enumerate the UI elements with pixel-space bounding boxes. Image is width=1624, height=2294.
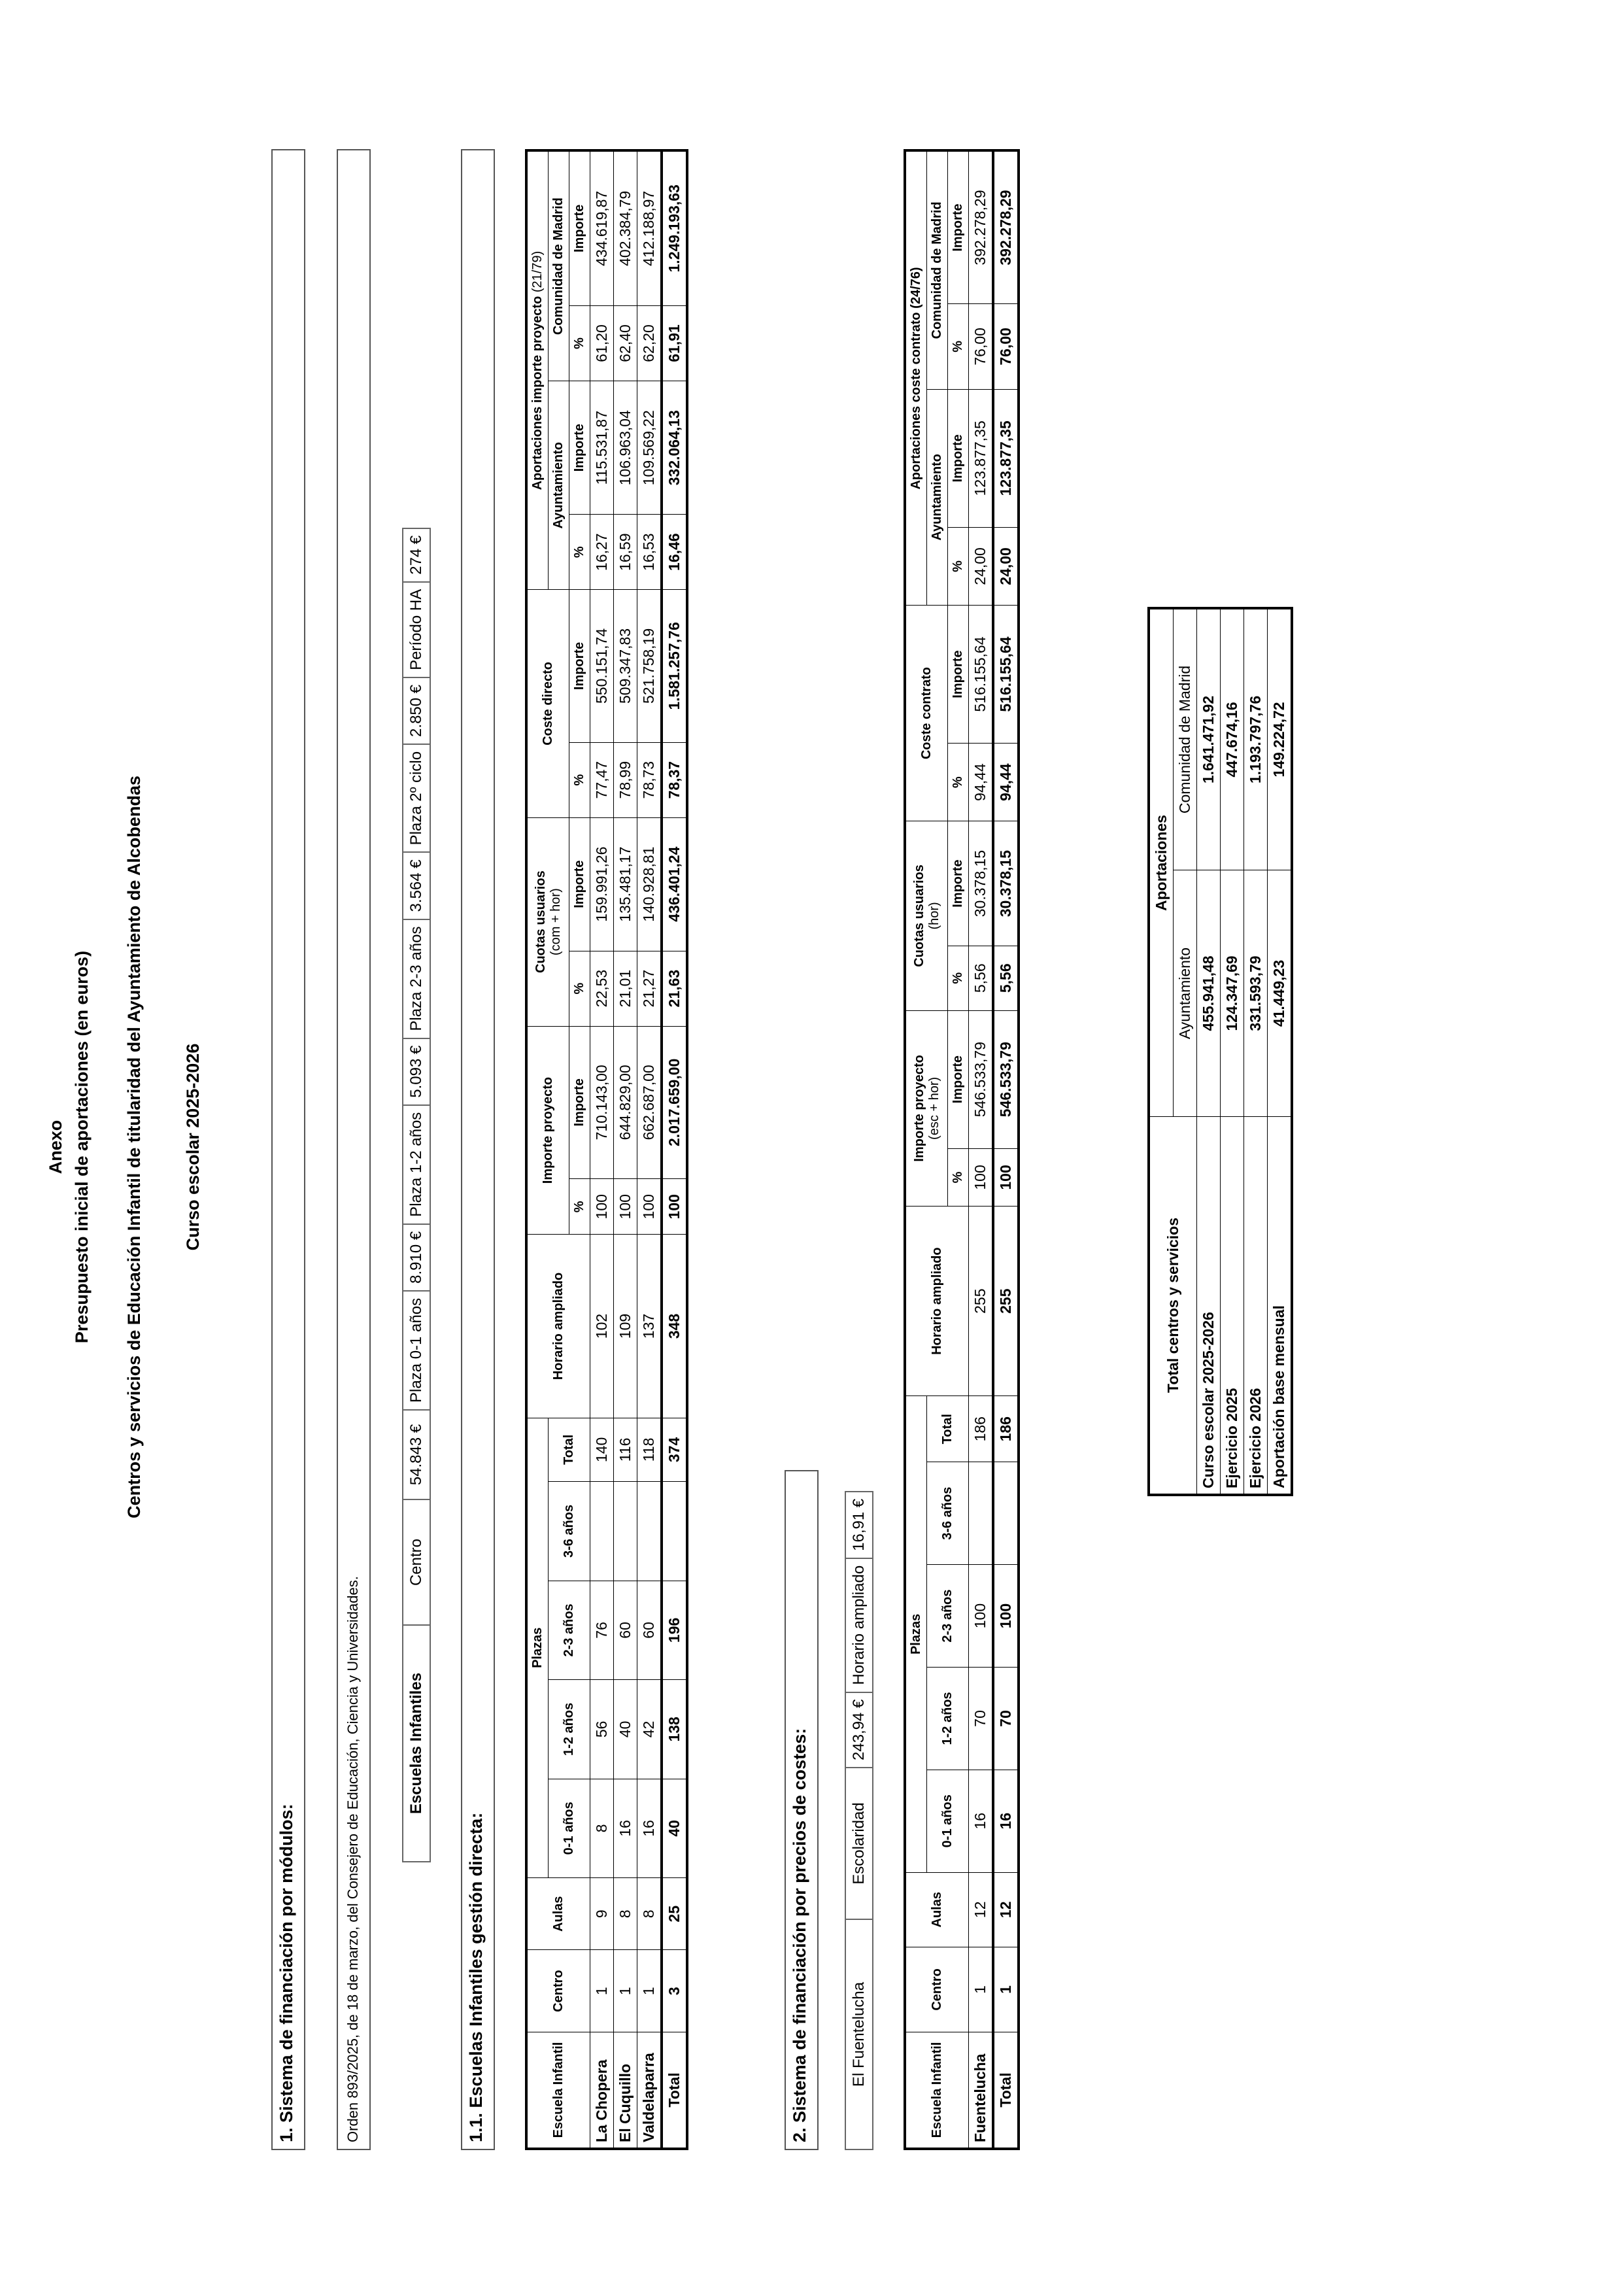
cell: 78,99: [614, 742, 637, 817]
summary-value: 41.449,23: [1268, 870, 1293, 1117]
module-value: 8.910 €: [403, 1224, 430, 1291]
cell: 546.533,79: [993, 1010, 1019, 1148]
col-cuotas: Cuotas usuarios (hor): [905, 821, 948, 1010]
col-importe: Importe: [569, 150, 590, 305]
cell: 24,00: [993, 527, 1019, 605]
cell: 40: [662, 1779, 687, 1877]
cell: 16: [969, 1770, 994, 1872]
col-horario: Horario ampliado: [526, 1235, 590, 1418]
summary-value: 1.641.471,92: [1197, 608, 1221, 870]
row-name: Total: [662, 2032, 687, 2149]
col-pct: %: [948, 303, 969, 389]
summary-cm: Comunidad de Madrid: [1174, 608, 1197, 870]
col-aulas: Aulas: [905, 1872, 969, 1947]
cell: 94,44: [993, 744, 1019, 821]
col-ayto: Ayuntamiento: [927, 389, 948, 605]
cell: 100: [590, 1179, 614, 1235]
total-row: [993, 150, 1019, 2149]
col-importe: Importe: [569, 381, 590, 515]
cell: 76: [590, 1581, 614, 1679]
cell: 516.155,64: [993, 605, 1019, 743]
cell: 16: [614, 1779, 637, 1877]
module-label: Horario ampliado: [845, 1558, 873, 1692]
col-p12: 1-2 años: [927, 1667, 969, 1770]
cell: 9: [590, 1878, 614, 1950]
summary-rows: [1197, 608, 1293, 1495]
table-row: [637, 150, 662, 2149]
cell: 8: [614, 1878, 637, 1950]
cell: 62,40: [614, 305, 637, 381]
cell: 644.829,00: [614, 1026, 637, 1178]
cell: 1: [993, 1947, 1019, 2032]
direct-rows: [590, 150, 662, 2149]
col-ayto: Ayuntamiento: [549, 381, 569, 590]
cell: 78,37: [662, 742, 687, 817]
col-cuotas: Cuotas usuarios (com + hor): [526, 817, 569, 1026]
col-pct: %: [569, 951, 590, 1026]
cell: 550.151,74: [590, 590, 614, 742]
cell: 12: [969, 1872, 994, 1947]
cell: 123.877,35: [993, 389, 1019, 527]
cell: 100: [993, 1565, 1019, 1668]
summary-value: 331.593,79: [1244, 870, 1268, 1117]
cell: 374: [662, 1418, 687, 1482]
cell: 402.384,79: [614, 150, 637, 305]
cell: [969, 1462, 994, 1565]
row-name: La Chopera: [590, 2032, 614, 2149]
cell: 40: [614, 1680, 637, 1779]
cell: 94,44: [969, 744, 994, 821]
cell: 138: [662, 1680, 687, 1779]
module-label: Plaza 1-2 años: [403, 1105, 430, 1224]
summary-title: Total centros y servicios: [1149, 1117, 1197, 1496]
col-p23: 2-3 años: [549, 1581, 590, 1679]
cell: 24,00: [969, 527, 994, 605]
summary-value: 1.193.797,76: [1244, 608, 1268, 870]
row-name: El Cuquillo: [614, 2032, 637, 2149]
col-aportaciones: Aportaciones coste contrato (24/76): [905, 150, 927, 605]
summary-label: Aportación base mensual: [1268, 1117, 1293, 1496]
summary-aportaciones: Aportaciones: [1149, 608, 1174, 1117]
summary-row: [1221, 608, 1244, 1495]
cell: [637, 1482, 662, 1581]
cell: 77,47: [590, 742, 614, 817]
col-pct: %: [569, 305, 590, 381]
cell: 1: [637, 1950, 662, 2032]
cell: 255: [969, 1207, 994, 1396]
cell: 118: [637, 1418, 662, 1482]
cell: 60: [614, 1581, 637, 1679]
cell: [614, 1482, 637, 1581]
summary-value: 149.224,72: [1268, 608, 1293, 870]
summary-label: Ejercicio 2026: [1244, 1117, 1268, 1496]
summary-table: [1147, 607, 1293, 1496]
cell: 25: [662, 1878, 687, 1950]
col-p36: 3-6 años: [927, 1462, 969, 1565]
cell: 60: [637, 1581, 662, 1679]
module-label: Período HA: [403, 582, 430, 677]
col-p12: 1-2 años: [549, 1680, 590, 1779]
cell: 16,53: [637, 515, 662, 590]
col-aulas: Aulas: [526, 1878, 590, 1950]
cell: 22,53: [590, 951, 614, 1026]
cell: 434.619,87: [590, 150, 614, 305]
cell: 135.481,17: [614, 817, 637, 951]
cell: 78,73: [637, 742, 662, 817]
cell: 2.017.659,00: [662, 1026, 687, 1178]
module-value: 2.850 €: [403, 677, 430, 744]
module-label: Centro: [403, 1499, 430, 1625]
cell: 3: [662, 1950, 687, 2032]
cell: 348: [662, 1235, 687, 1418]
col-plazas: Plazas: [526, 1418, 549, 1877]
col-pct: %: [948, 946, 969, 1010]
cell: [662, 1482, 687, 1581]
cell: 8: [590, 1779, 614, 1877]
cell: 70: [969, 1667, 994, 1770]
cell: 137: [637, 1235, 662, 1418]
module-label: Escolaridad: [845, 1768, 873, 1919]
cell: 255: [993, 1207, 1019, 1396]
section2-heading: 2. Sistema de financiación por precios de costes:: [785, 1470, 819, 2150]
module-value: 16,91 €: [845, 1492, 873, 1558]
section1-heading: 1. Sistema de financiación por módulos:: [271, 149, 305, 2150]
col-pct: %: [948, 1148, 969, 1206]
cell: 100: [637, 1179, 662, 1235]
cell: 516.155,64: [969, 605, 994, 743]
annex-label: Anexo: [46, 1120, 65, 1174]
cell: 12: [993, 1872, 1019, 1947]
col-p01: 0-1 años: [927, 1770, 969, 1872]
col-p23: 2-3 años: [927, 1565, 969, 1668]
cell: 76,00: [969, 303, 994, 389]
cell: 115.531,87: [590, 381, 614, 515]
cell: 5,56: [993, 946, 1019, 1010]
col-coste-contrato: Coste contrato: [905, 605, 948, 821]
module-label: Plaza 0-1 años: [403, 1291, 430, 1410]
cell: 109: [614, 1235, 637, 1418]
cell: 106.963,04: [614, 381, 637, 515]
col-centro: Centro: [526, 1950, 590, 2032]
cell: 30.378,15: [969, 821, 994, 946]
col-pct: %: [569, 515, 590, 590]
direct-total: [662, 150, 687, 2149]
col-cm: Comunidad de Madrid: [927, 150, 948, 389]
cell: 30.378,15: [993, 821, 1019, 946]
cell: 70: [993, 1667, 1019, 1770]
cell: 159.991,26: [590, 817, 614, 951]
row-name: Total: [993, 2032, 1019, 2149]
col-importe: Importe: [948, 821, 969, 946]
col-p01: 0-1 años: [549, 1779, 590, 1877]
cell: 123.877,35: [969, 389, 994, 527]
cell: 521.758,19: [637, 590, 662, 742]
summary-value: 447.674,16: [1221, 608, 1244, 870]
total-row: [662, 150, 687, 2149]
cell: 186: [969, 1396, 994, 1462]
col-aportaciones: Aportaciones importe proyecto (21/79): [526, 150, 549, 590]
cell: 100: [662, 1179, 687, 1235]
cell: 100: [969, 1148, 994, 1206]
cost-modules-table: [845, 1491, 873, 2150]
summary-value: 455.941,48: [1197, 870, 1221, 1117]
summary-value: 124.347,69: [1221, 870, 1244, 1117]
col-total: Total: [549, 1418, 590, 1482]
order-reference: Orden 893/2025, de 18 de marzo, del Consejero de Educación, Ciencia y Universidades.: [337, 149, 371, 2150]
summary-row: [1197, 608, 1221, 1495]
module-label: El Fuentelucha: [845, 1919, 873, 2149]
col-importe: Importe: [948, 605, 969, 743]
module-label: Plaza 2-3 años: [403, 919, 430, 1038]
cell: 16,27: [590, 515, 614, 590]
col-centro: Centro: [905, 1947, 969, 2032]
summary-label: Ejercicio 2025: [1221, 1117, 1244, 1496]
summary-label: Curso escolar 2025-2026: [1197, 1117, 1221, 1496]
col-pct: %: [948, 527, 969, 605]
col-importe: Importe: [948, 389, 969, 527]
cell: 16: [637, 1779, 662, 1877]
col-total: Total: [927, 1396, 969, 1462]
cell: 21,27: [637, 951, 662, 1026]
cell: 56: [590, 1680, 614, 1779]
cell: 61,20: [590, 305, 614, 381]
cell: 76,00: [993, 303, 1019, 389]
col-importe: Importe: [569, 1026, 590, 1178]
cell: 116: [614, 1418, 637, 1482]
cell: 21,01: [614, 951, 637, 1026]
cell: 61,91: [662, 305, 687, 381]
cell: 8: [637, 1878, 662, 1950]
col-escuela: Escuela Infantil: [526, 2032, 590, 2149]
module-value: 54.843 €: [403, 1410, 430, 1499]
cell: 42: [637, 1680, 662, 1779]
cell: 100: [993, 1148, 1019, 1206]
summary-row: [1244, 608, 1268, 1495]
cell: 186: [993, 1396, 1019, 1462]
col-pct: %: [948, 744, 969, 821]
cell: 21,63: [662, 951, 687, 1026]
module-value: 3.564 €: [403, 852, 430, 919]
cell: 392.278,29: [969, 150, 994, 303]
col-coste-directo: Coste directo: [526, 590, 569, 818]
cell: 546.533,79: [969, 1010, 994, 1148]
cell: 100: [969, 1565, 994, 1668]
cell: 710.143,00: [590, 1026, 614, 1178]
cell: 16: [993, 1770, 1019, 1872]
col-importe: Importe: [948, 1010, 969, 1148]
cell: 1: [969, 1947, 994, 2032]
col-pct: %: [569, 1179, 590, 1235]
cost-rows: [969, 150, 994, 2149]
cell: 1.249.193,63: [662, 150, 687, 305]
col-importe: Importe: [569, 590, 590, 742]
cell: 392.278,29: [993, 150, 1019, 303]
cell: 332.064,13: [662, 381, 687, 515]
col-importe-proyecto: Importe proyecto: [526, 1026, 569, 1235]
page-subtitle: Presupuesto inicial de aportaciones (en euros): [72, 950, 92, 1344]
col-cm: Comunidad de Madrid: [549, 150, 569, 381]
table-row: [969, 150, 994, 2149]
cell: 1: [590, 1950, 614, 2032]
modules-table: [402, 528, 431, 1862]
cost-total: [993, 150, 1019, 2149]
cell: 102: [590, 1235, 614, 1418]
col-importe: Importe: [569, 817, 590, 951]
cell: 140: [590, 1418, 614, 1482]
module-value: 5.093 €: [403, 1038, 430, 1105]
col-importe-proyecto: Importe proyecto (esc + hor): [905, 1010, 948, 1207]
section11-heading: 1.1. Escuelas Infantiles gestión directa:: [461, 149, 495, 2150]
row-name: Valdelaparra: [637, 2032, 662, 2149]
cell: 109.569,22: [637, 381, 662, 515]
cell: 412.188,97: [637, 150, 662, 305]
table-row: [614, 150, 637, 2149]
cost-price-table: [904, 149, 1020, 2150]
summary-row: [1268, 608, 1293, 1495]
page-title: Centros y servicios de Educación Infantil de titularidad del Ayuntamiento de Alcobendas: [124, 776, 144, 1518]
course-title: Curso escolar 2025-2026: [183, 1043, 203, 1251]
cell: 1: [614, 1950, 637, 2032]
direct-management-table: [525, 149, 688, 2150]
module-label: Escuelas Infantiles: [403, 1625, 430, 1862]
cell: 62,20: [637, 305, 662, 381]
cell: 1.581.257,76: [662, 590, 687, 742]
col-horario: Horario ampliado: [905, 1207, 969, 1396]
cell: 140.928,81: [637, 817, 662, 951]
module-value: 243,94 €: [845, 1692, 873, 1768]
module-value: 274 €: [403, 528, 430, 582]
row-name: Fuentelucha: [969, 2032, 994, 2149]
module-label: Plaza 2º ciclo: [403, 744, 430, 853]
cell: 100: [614, 1179, 637, 1235]
cell: 16,59: [614, 515, 637, 590]
col-escuela: Escuela Infantil: [905, 2032, 969, 2149]
cell: [590, 1482, 614, 1581]
cell: 509.347,83: [614, 590, 637, 742]
col-pct: %: [569, 742, 590, 817]
cell: 5,56: [969, 946, 994, 1010]
col-plazas: Plazas: [905, 1396, 927, 1873]
table-row: [590, 150, 614, 2149]
cell: 196: [662, 1581, 687, 1679]
cell: 16,46: [662, 515, 687, 590]
summary-ayto: Ayuntamiento: [1174, 870, 1197, 1117]
cell: 662.687,00: [637, 1026, 662, 1178]
cell: [993, 1462, 1019, 1565]
cell: 436.401,24: [662, 817, 687, 951]
col-importe: Importe: [948, 150, 969, 303]
col-p36: 3-6 años: [549, 1482, 590, 1581]
